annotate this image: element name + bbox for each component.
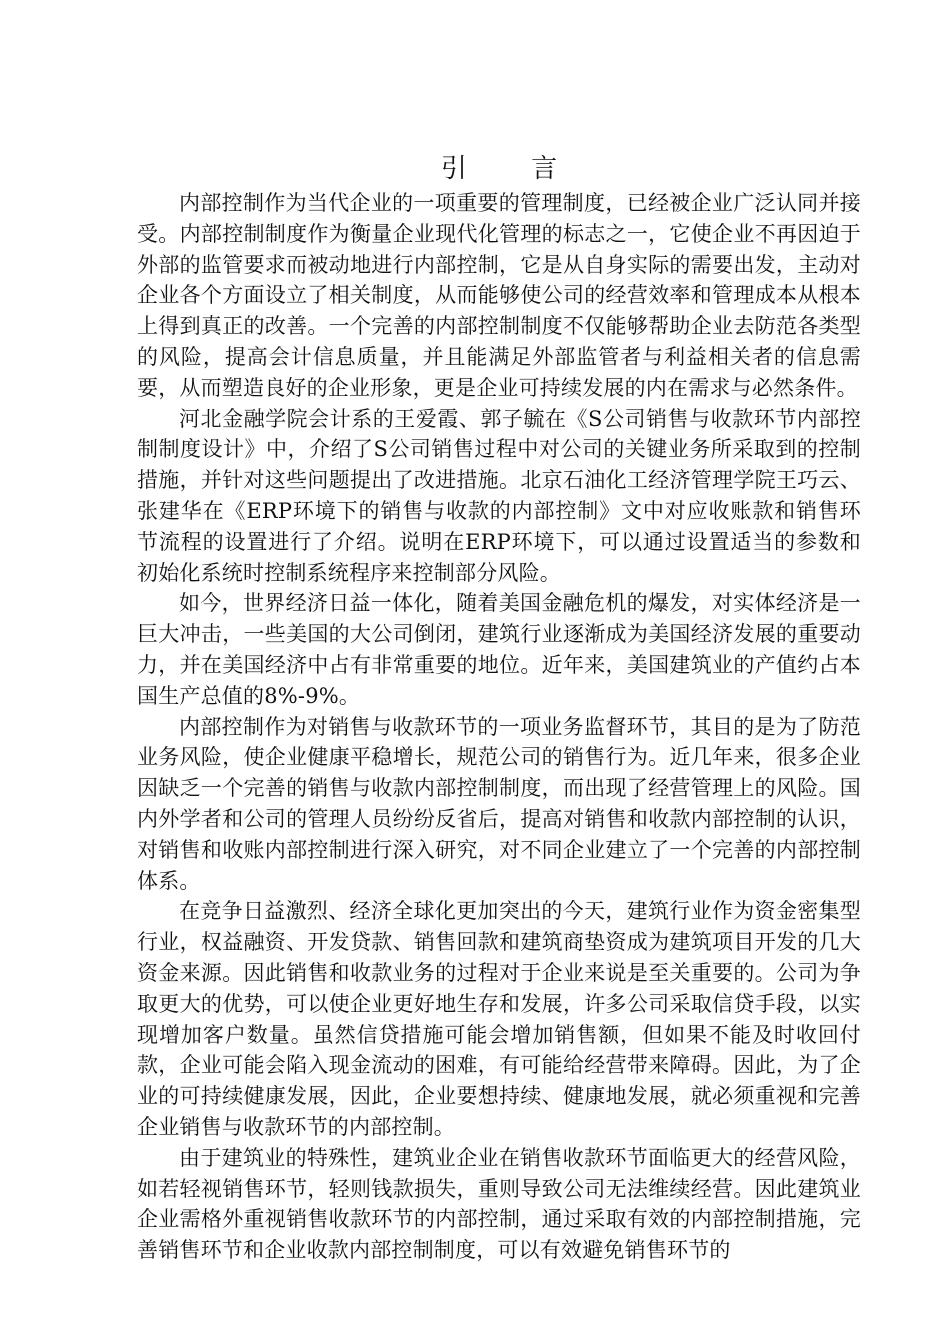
paragraph-3: 如今，世界经济日益一体化，随着美国金融危机的爆发，对实体经济是一巨大冲击，一些美国的大公司倒闭，建筑行业逐渐成为美国经济发展的重要动力，并在美国经济中占有非常重要的地位。近年来，美国建筑业的产值约占本国生产总值的8%-9%。 — [137, 591, 861, 708]
document-page — [137, 152, 861, 1266]
paragraph-5: 在竞争日益激烈、经济全球化更加突出的今天，建筑行业作为资金密集型行业，权益融资、开发贷款、销售回款和建筑商垫资成为建筑项目开发的几大资金来源。因此销售和收款业务的过程对于企业来说是至关重要的。公司为争取更大的优势，可以使企业更好地生存和发展，许多公司采取信贷手段，以实现增加客户数量。虽然信贷措施可能会增加销售额，但如果不能及时收回付款，企业可能会陷入现金流动的困难，有可能给经营带来障碍。因此，为了企业的可持续健康发展，因此，企业要想持续、健康地发展，就必须重视和完善企业销售与收款环节的内部控制。 — [137, 899, 861, 1139]
paragraph-4: 内部控制作为对销售与收款环节的一项业务监督环节，其目的是为了防范业务风险，使企业健康平稳增长，规范公司的销售行为。近几年来，很多企业因缺乏一个完善的销售与收款内部控制制度，而出现了经营管理上的风险。国内外学者和公司的管理人员纷纷反省后，提高对销售和收款内部控制的认识，对销售和收账内部控制进行深入研究，对不同企业建立了一个完善的内部控制体系。 — [137, 714, 861, 893]
paragraph-2: 河北金融学院会计系的王爱霞、郭子毓在《S公司销售与收款环节内部控制制度设计》中，介绍了S公司销售过程中对公司的关键业务所采取到的控制措施，并针对这些问题提出了改进措施。北京石油化工经济管理学院王巧云、张建华在《ERP环境下的销售与收款的内部控制》文中对应收账款和销售环节流程的设置进行了介绍。说明在ERP环境下，可以通过设置适当的参数和初始化系统时控制系统程序来控制部分风险。 — [137, 406, 861, 585]
paragraph-1: 内部控制作为当代企业的一项重要的管理制度，已经被企业广泛认同并接受。内部控制制度作为衡量企业现代化管理的标志之一，它使企业不再因迫于外部的监管要求而被动地进行内部控制，它是从自身实际的需要出发，主动对企业各个方面设立了相关制度，从而能够使公司的经营效率和管理成本从根本上得到真正的改善。一个完善的内部控制制度不仅能够帮助企业去防范各类型的风险，提高会计信息质量，并且能满足外部监管者与利益相关者的信息需要，从而塑造良好的企业形象，更是企业可持续发展的内在需求与必然条件。 — [137, 191, 861, 400]
paragraph-6: 由于建筑业的特殊性，建筑业企业在销售收款环节面临更大的经营风险，如若轻视销售环节，轻则钱款损失，重则导致公司无法维续经营。因此建筑业企业需格外重视销售收款环节的内部控制，通过采取有效的内部控制措施，完善销售环节和企业收款内部控制制度，可以有效避免销售环节的 — [137, 1145, 861, 1263]
section-title: 引 言 — [440, 154, 586, 184]
